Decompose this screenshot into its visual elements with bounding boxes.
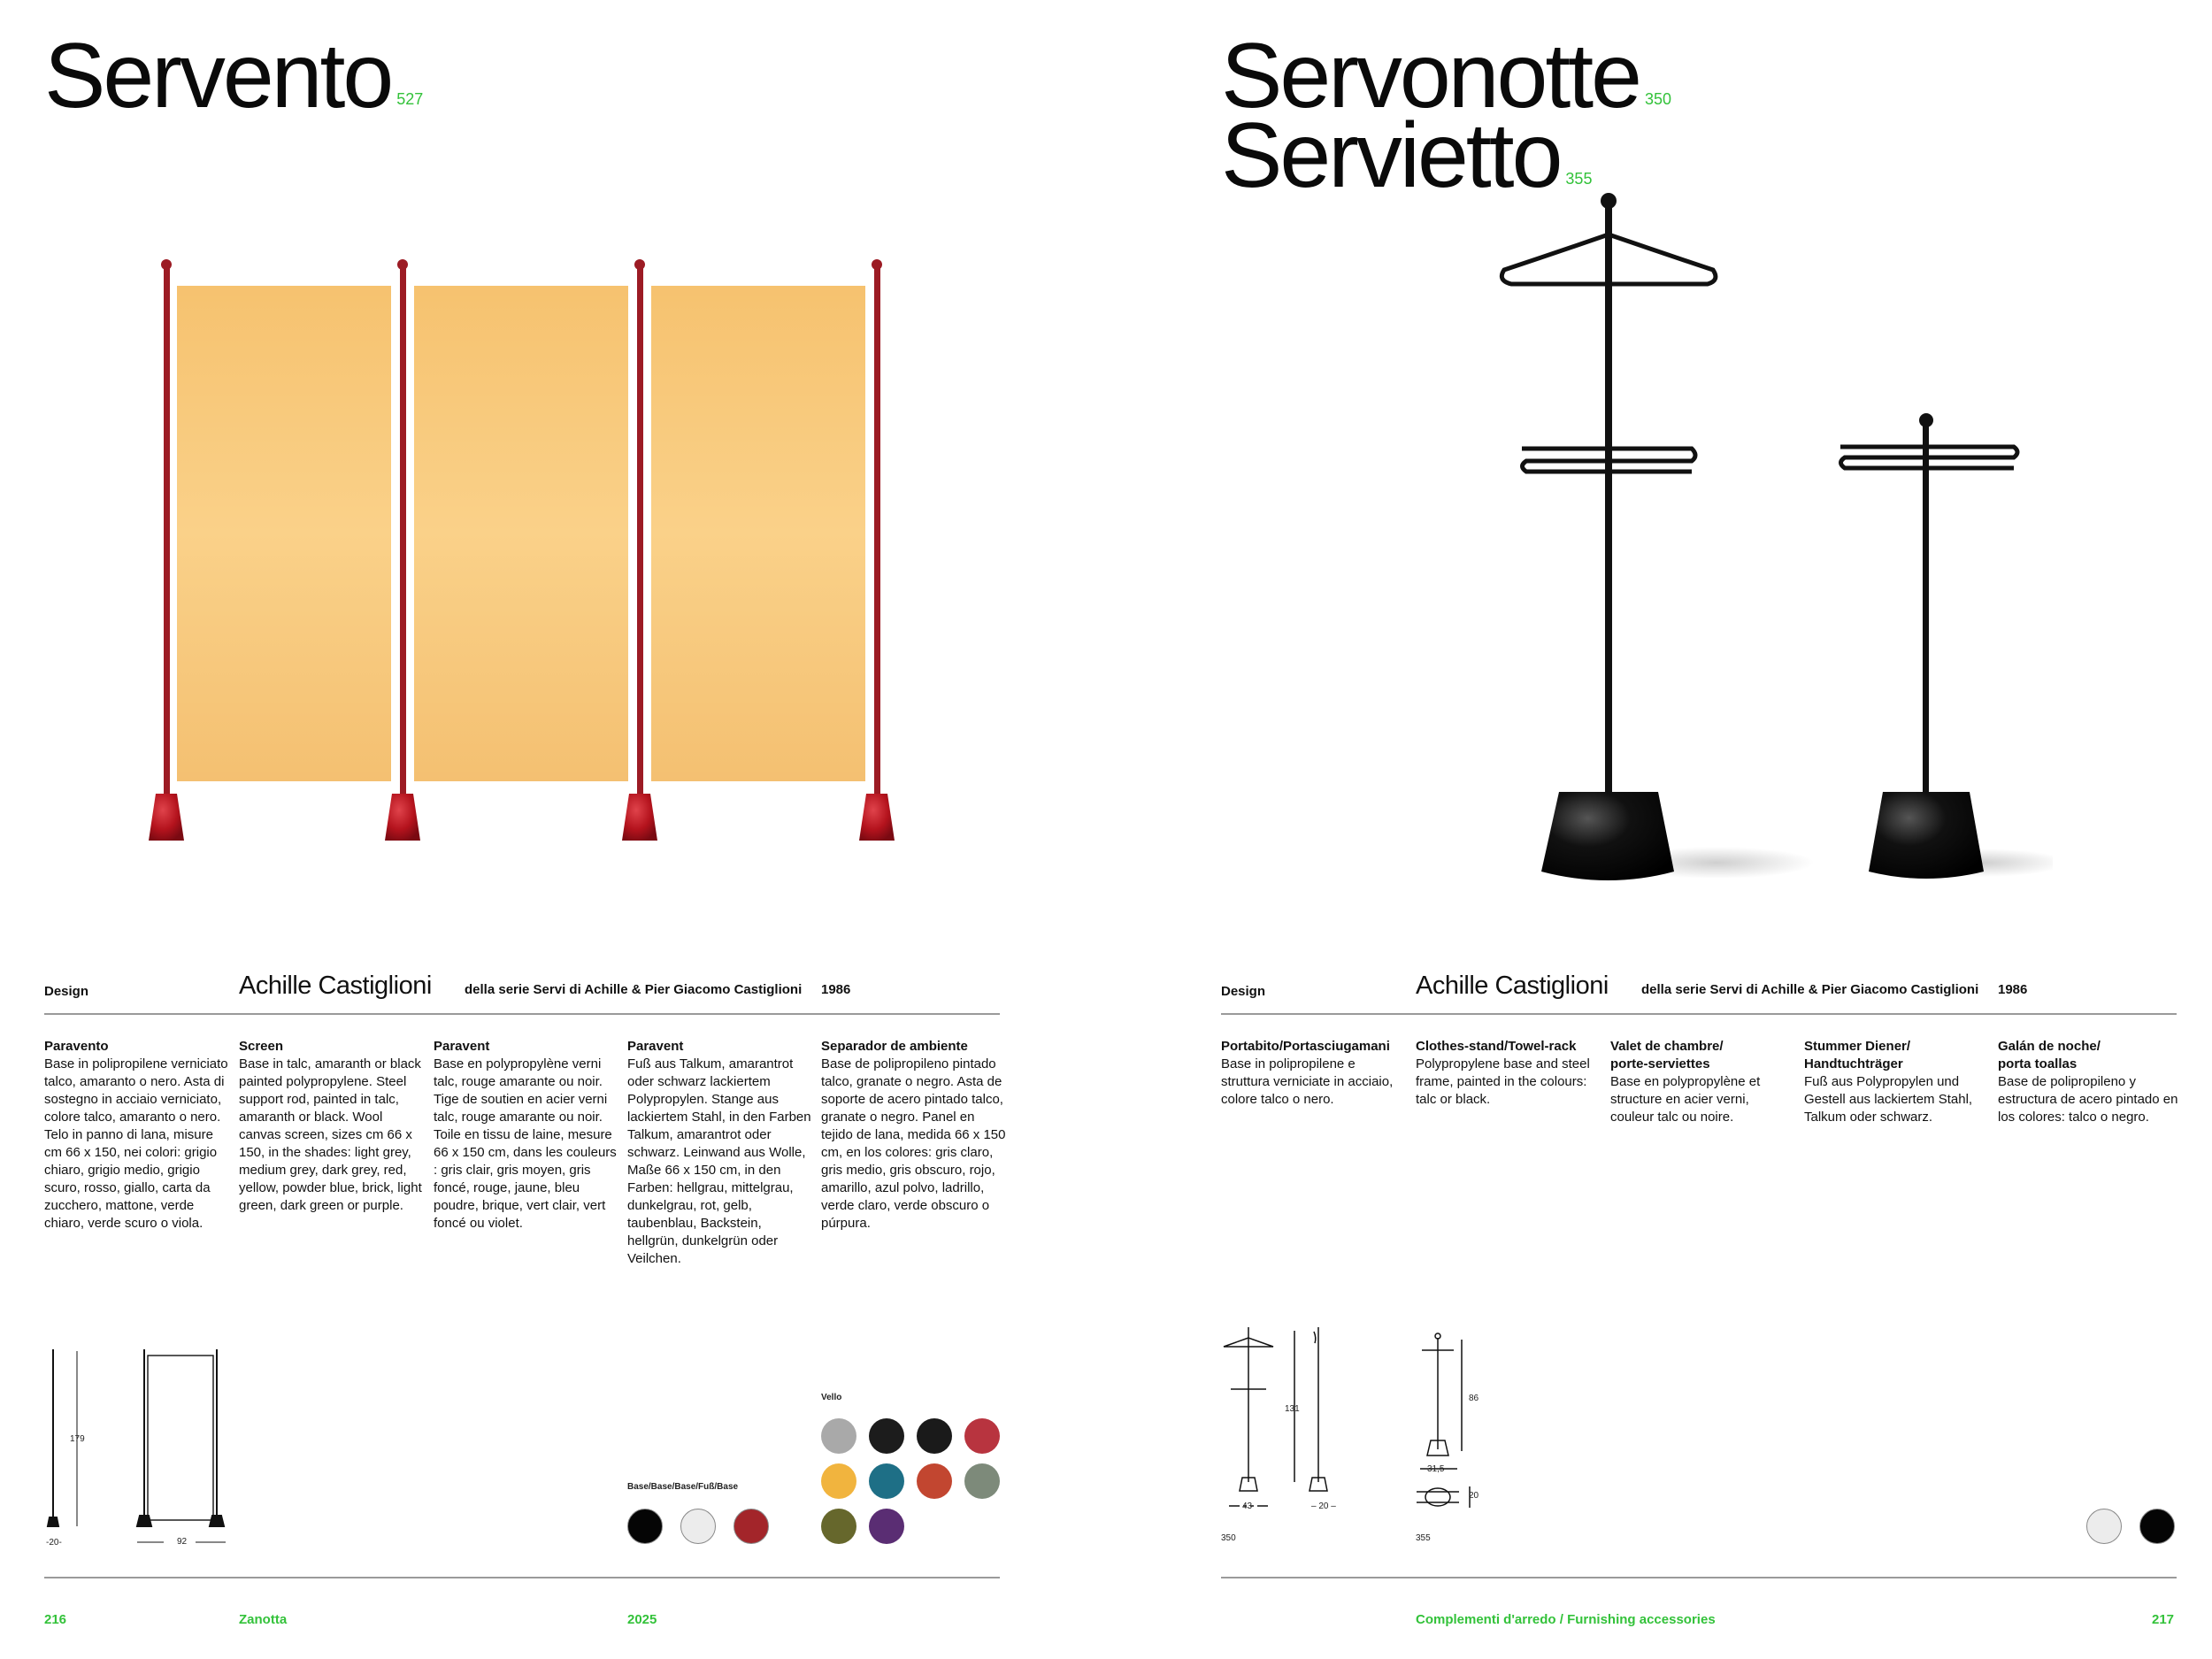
dimension-depth-355: 20 xyxy=(1469,1491,1479,1501)
title-text: Servietto xyxy=(1221,104,1561,207)
series-name: della serie Servi di Achille & Pier Giacomo Castiglioni xyxy=(1641,982,1979,997)
servietto-stand xyxy=(1840,413,2053,879)
column-heading: Valet de chambre/ porte-serviettes xyxy=(1610,1039,1724,1071)
base-swatch-amaranth xyxy=(733,1509,769,1544)
design-year: 1986 xyxy=(1998,982,2028,997)
description-it xyxy=(1221,1038,1407,1109)
product-code: 350 xyxy=(1645,90,1672,108)
servonotte-stand xyxy=(1502,193,1814,880)
fabric-swatch-red xyxy=(964,1418,1000,1454)
column-heading: Stummer Diener/ Handtuchträger xyxy=(1804,1039,1911,1071)
page-number: 216 xyxy=(44,1612,67,1627)
divider xyxy=(44,1013,1000,1015)
column-heading: Screen xyxy=(239,1039,284,1054)
dimension-height: 179 xyxy=(70,1434,85,1444)
fabric-swatch-brick xyxy=(917,1463,952,1499)
column-body: Polypropylene base and steel frame, painted in the colours: talc or black. xyxy=(1416,1056,1590,1107)
column-body: Fuß aus Talkum, amarantrot oder schwarz lackiertem Polypropylen. Stange aus lackiertem Stahl, in den Farben Talkum, amarantrot oder schwarz. Leinwand aus Wolle, Maße 66 x 150 cm, in den Farben: hellgrau, mittelgrau, dunkelgrau, rot, gelb, taubenblau, Backstein, hellgrün, dunkelgrün oder Veilchen. xyxy=(627,1056,811,1266)
drawing-code-350: 350 xyxy=(1221,1533,1236,1543)
design-label: Design xyxy=(44,984,89,999)
description-it xyxy=(44,1038,230,1233)
title-text: Servonotte xyxy=(1221,25,1640,127)
description-de xyxy=(1804,1038,1990,1126)
color-swatch-talc xyxy=(2086,1509,2122,1544)
base-swatch-black xyxy=(627,1509,663,1544)
dimension-depth-350: – 20 – xyxy=(1311,1502,1336,1511)
description-fr xyxy=(434,1038,619,1233)
drawing-code-355: 355 xyxy=(1416,1533,1431,1543)
dimension-base-value: 20 xyxy=(49,1538,59,1548)
designer-name: Achille Castiglioni xyxy=(239,972,432,1000)
panel-1 xyxy=(177,286,391,781)
description-en xyxy=(1416,1038,1601,1109)
fabric-swatch-blue xyxy=(869,1463,904,1499)
column-heading: Clothes-stand/Towel-rack xyxy=(1416,1039,1577,1054)
technical-drawings-350-355 xyxy=(1217,1318,1535,1522)
brand-name: Zanotta xyxy=(239,1612,288,1627)
description-es xyxy=(821,1038,1007,1233)
fabric-swatch-black xyxy=(917,1418,952,1454)
description-en xyxy=(239,1038,425,1215)
base-swatch-talc xyxy=(680,1509,716,1544)
catalog-year: 2025 xyxy=(627,1612,657,1627)
dimension-height-350: 131 xyxy=(1285,1404,1300,1414)
divider xyxy=(1221,1013,2177,1015)
series-name: della serie Servi di Achille & Pier Giacomo Castiglioni xyxy=(465,982,803,997)
column-body: Base en polypropylène et structure en acier verni, couleur talc ou noire. xyxy=(1610,1074,1761,1125)
column-body: Base de polipropileno y estructura de acero pintado en los colores: talco o negro. xyxy=(1998,1074,2178,1125)
fabric-swatch-yellow xyxy=(821,1463,856,1499)
column-heading: Paravent xyxy=(434,1039,490,1054)
description-de xyxy=(627,1038,813,1268)
footer-divider xyxy=(1221,1577,2177,1578)
panel-3 xyxy=(651,286,865,781)
column-body: Base in talc, amaranth or black painted polypropylene. Steel support rod, painted in talc, amaranth or black. Wool canvas screen, sizes cm 66 x 150, in the shades: light grey, medium grey, dark grey, red, yellow, powder blue, brick, light green, dark green or purple. xyxy=(239,1056,422,1213)
product-title-servento xyxy=(44,25,424,127)
column-heading: Paravento xyxy=(44,1039,109,1054)
description-es xyxy=(1998,1038,2184,1126)
column-body: Base en polypropylène verni talc, rouge amarante ou noir. Tige de soutien en acier verni talc, rouge amarante ou noir. Toile en tissu de laine, mesure 66 x 150 cm, dans les couleurs : gris clair, gris moyen, gris foncé, rouge, jaune, bleu poudre, brique, vert clair, vert foncé ou violet. xyxy=(434,1056,617,1231)
fabric-colors-label: Vello xyxy=(821,1393,842,1402)
dimension-base: -20- xyxy=(46,1538,62,1548)
servonotte-servietto-photo xyxy=(1486,181,2053,898)
column-body: Fuß aus Polypropylen und Gestell aus lackiertem Stahl, Talkum oder schwarz. xyxy=(1804,1074,1973,1125)
servento-technical-drawing xyxy=(40,1340,234,1553)
column-body: Base de polipropileno pintado talco, granate o negro. Asta de soporte de acero pintado talco, granate o negro. Panel en tejido de lana, medida 66 x 150 cm, en los colores: gris claro, gris medio, gris obscuro, rojo, amarillo, azul polvo, ladrillo, verde claro, verde obscuro o púrpura. xyxy=(821,1056,1006,1231)
page-number: 217 xyxy=(2152,1612,2175,1627)
title-text: Servento xyxy=(44,25,392,127)
fabric-swatch-dark-green xyxy=(821,1509,856,1544)
panel-2 xyxy=(414,286,628,781)
column-heading: Paravent xyxy=(627,1039,684,1054)
column-body: Base in polipropilene e struttura verniciate in acciaio, colore talco o nero. xyxy=(1221,1056,1394,1107)
column-heading: Portabito/Portasciugamani xyxy=(1221,1039,1390,1054)
fabric-swatch-light-grey xyxy=(821,1418,856,1454)
design-label: Design xyxy=(1221,984,1266,999)
designer-name: Achille Castiglioni xyxy=(1416,972,1609,1000)
footer-divider xyxy=(44,1577,1000,1578)
dimension-height-355: 86 xyxy=(1469,1394,1479,1403)
product-code: 355 xyxy=(1565,170,1593,188)
fabric-swatch-light-green xyxy=(964,1463,1000,1499)
servento-product-photo xyxy=(133,252,911,854)
column-heading: Galán de noche/ porta toallas xyxy=(1998,1039,2101,1071)
fabric-swatch-purple xyxy=(869,1509,904,1544)
dimension-depth-350-value: 20 xyxy=(1318,1502,1329,1511)
dimension-width-355: 31,5 xyxy=(1427,1464,1445,1474)
base-colors-label: Base/Base/Base/Fuß/Base xyxy=(627,1482,739,1492)
column-body: Base in polipropilene verniciato talco, amaranto o nero. Asta di sostegno in acciaio verniciato, colore talco, amaranto o nero. Telo in panno di lana, misure cm 66 x 150, nei colori: grigio chiaro, grigio medio, grigio scuro, rosso, giallo, carta da zucchero, mattone, verde chiaro, verde scuro o viola. xyxy=(44,1056,228,1231)
category-label: Complementi d'arredo / Furnishing accessories xyxy=(1416,1612,1716,1627)
dimension-base-350: 43 xyxy=(1242,1502,1253,1511)
product-code: 527 xyxy=(396,90,424,108)
fabric-swatch-dark-grey xyxy=(869,1418,904,1454)
design-year: 1986 xyxy=(821,982,851,997)
color-swatch-black xyxy=(2139,1509,2175,1544)
description-fr xyxy=(1610,1038,1796,1126)
dimension-width: 92 xyxy=(177,1537,188,1547)
column-heading: Separador de ambiente xyxy=(821,1039,968,1054)
